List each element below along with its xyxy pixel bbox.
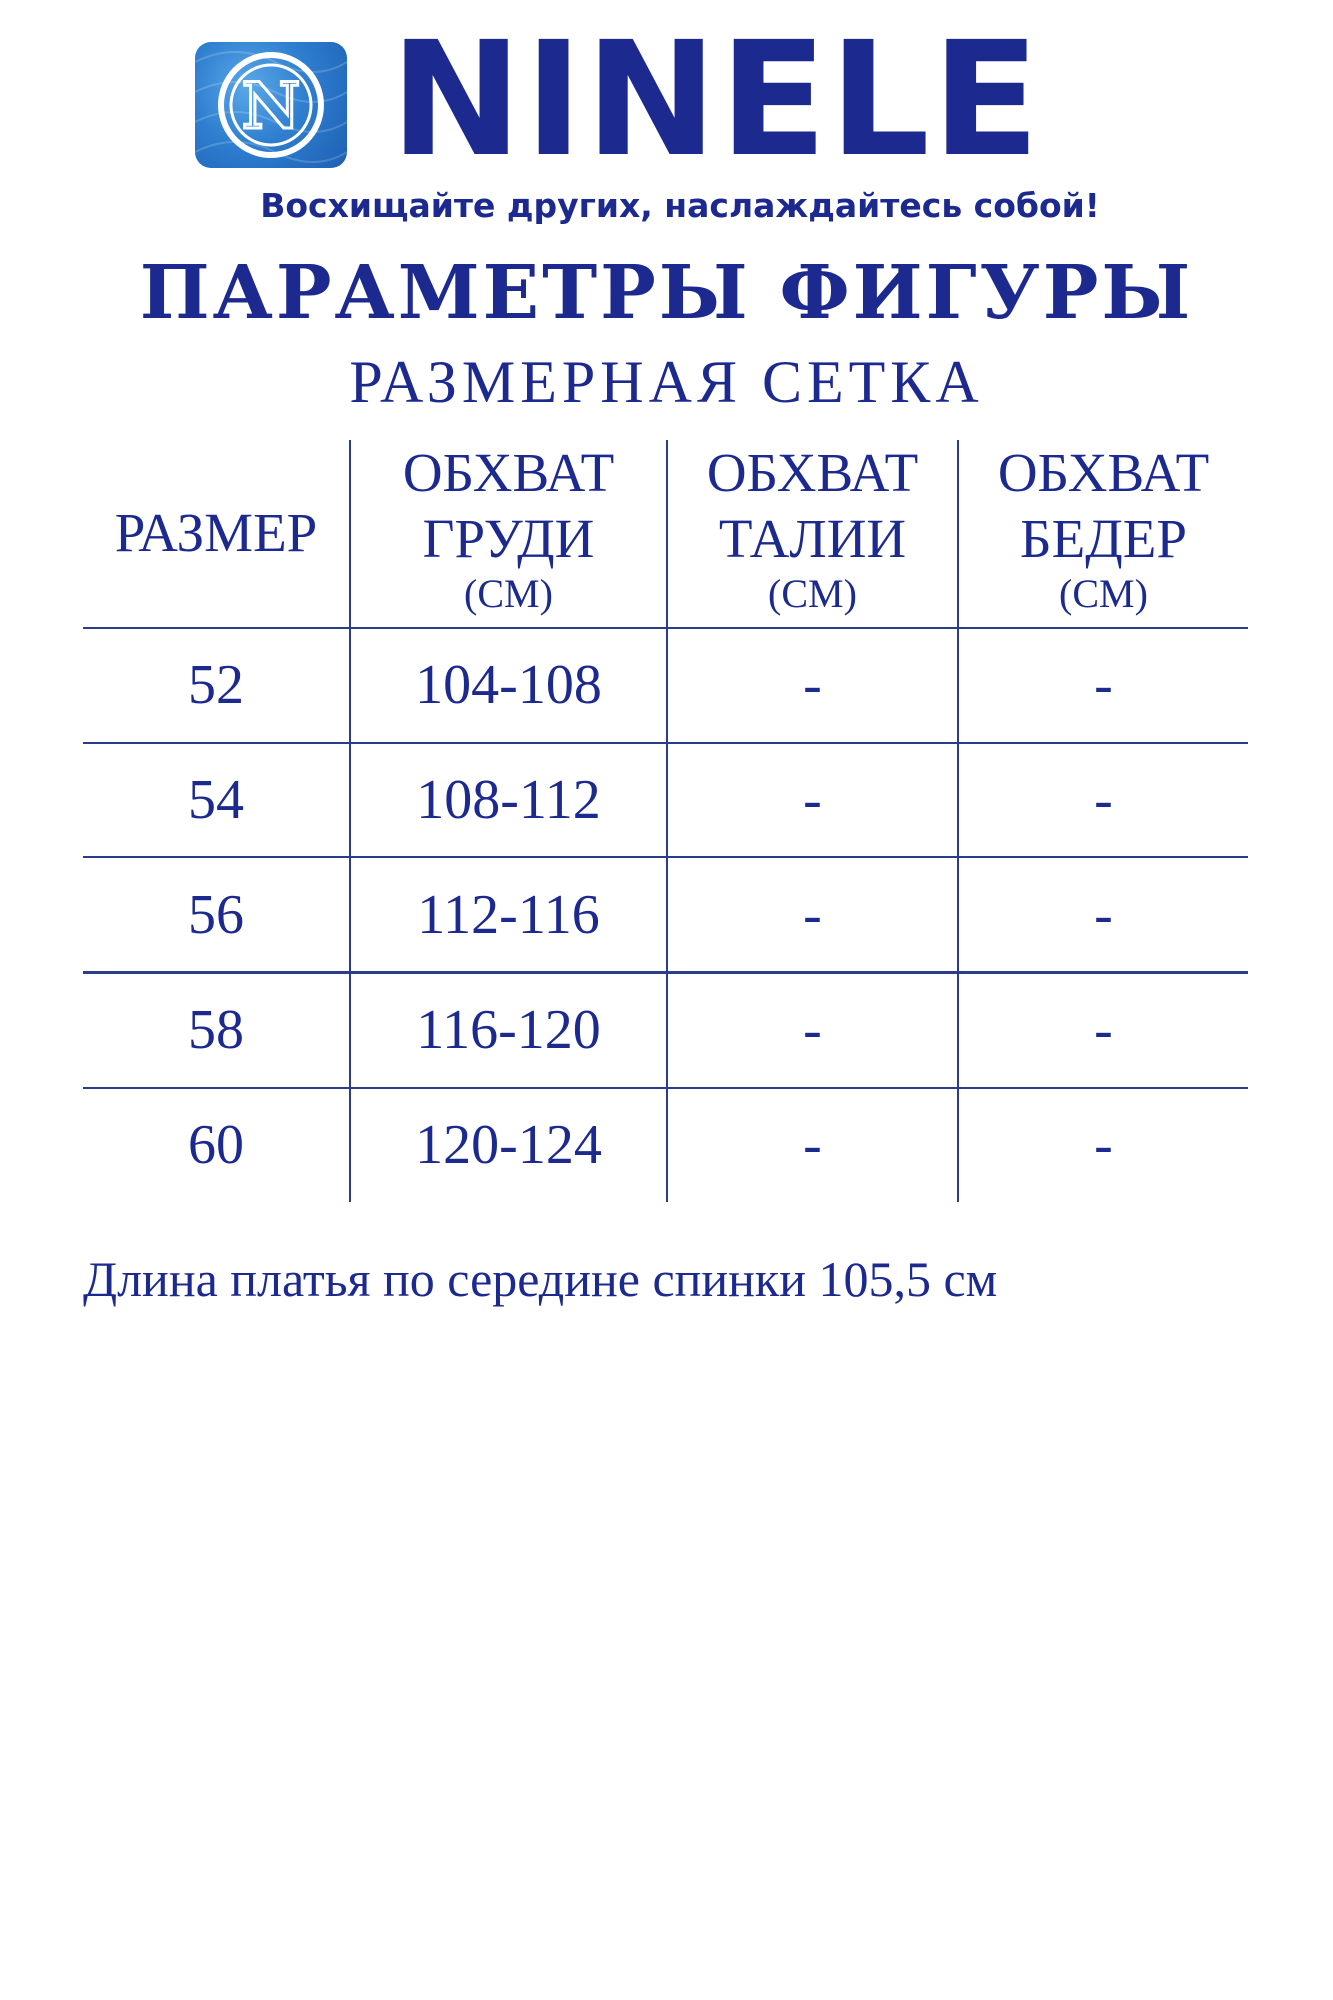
table-cell-size: 52 xyxy=(188,654,244,716)
header-waist-line1: ОБХВАТ xyxy=(706,442,919,503)
table-cell-chest: 108-112 xyxy=(416,769,601,831)
page-title: ПАРАМЕТРЫ ФИГУРЫ xyxy=(139,250,1194,336)
table-cell-hips: - xyxy=(1094,769,1113,831)
table-cell-chest: 120-124 xyxy=(415,1114,602,1176)
header-hips-line1: ОБХВАТ xyxy=(997,442,1210,503)
table-cell-waist: - xyxy=(803,1114,822,1176)
row-divider xyxy=(83,856,1248,858)
header-waist-unit: (СМ) xyxy=(768,571,857,616)
header-chest-line2: ГРУДИ xyxy=(422,508,595,569)
dress-length-note: Длина платья по середине спинки 105,5 см xyxy=(83,1251,998,1307)
header-chest xyxy=(351,440,666,616)
table-cell-chest: 104-108 xyxy=(415,654,602,716)
header-hips-line2: БЕДЕР xyxy=(1020,508,1187,569)
table-cell-hips: - xyxy=(1094,1114,1113,1176)
table-cell-size: 58 xyxy=(188,999,244,1061)
brand-emblem-icon xyxy=(195,42,347,168)
header-hips-unit: (СМ) xyxy=(1059,571,1148,616)
header-chest-line1: ОБХВАТ xyxy=(402,442,615,503)
brand-wordmark: NINELE xyxy=(390,8,1042,192)
table-cell-waist: - xyxy=(803,654,822,716)
header-waist xyxy=(668,440,957,616)
header-waist-line2: ТАЛИИ xyxy=(718,508,907,569)
table-cell-waist: - xyxy=(803,999,822,1061)
table-cell-size: 60 xyxy=(188,1114,244,1176)
table-cell-waist: - xyxy=(803,884,822,946)
header-chest-unit: (СМ) xyxy=(464,571,553,616)
table-cell-chest: 112-116 xyxy=(417,884,600,946)
table-cell-hips: - xyxy=(1094,884,1113,946)
table-cell-size: 54 xyxy=(188,769,244,831)
table-cell-waist: - xyxy=(803,769,822,831)
header-hips xyxy=(959,440,1248,616)
page-subtitle: РАЗМЕРНАЯ СЕТКА xyxy=(349,349,984,415)
svg-text:N: N xyxy=(241,69,301,144)
brand-slogan: Восхищайте других, наслаждайтесь собой! xyxy=(260,186,1100,225)
table-cell-size: 56 xyxy=(188,884,244,946)
table-cell-chest: 116-120 xyxy=(416,999,601,1061)
table-cell-hips: - xyxy=(1094,999,1113,1061)
table-cell-hips: - xyxy=(1094,654,1113,716)
header-size: РАЗМЕР xyxy=(114,502,318,563)
